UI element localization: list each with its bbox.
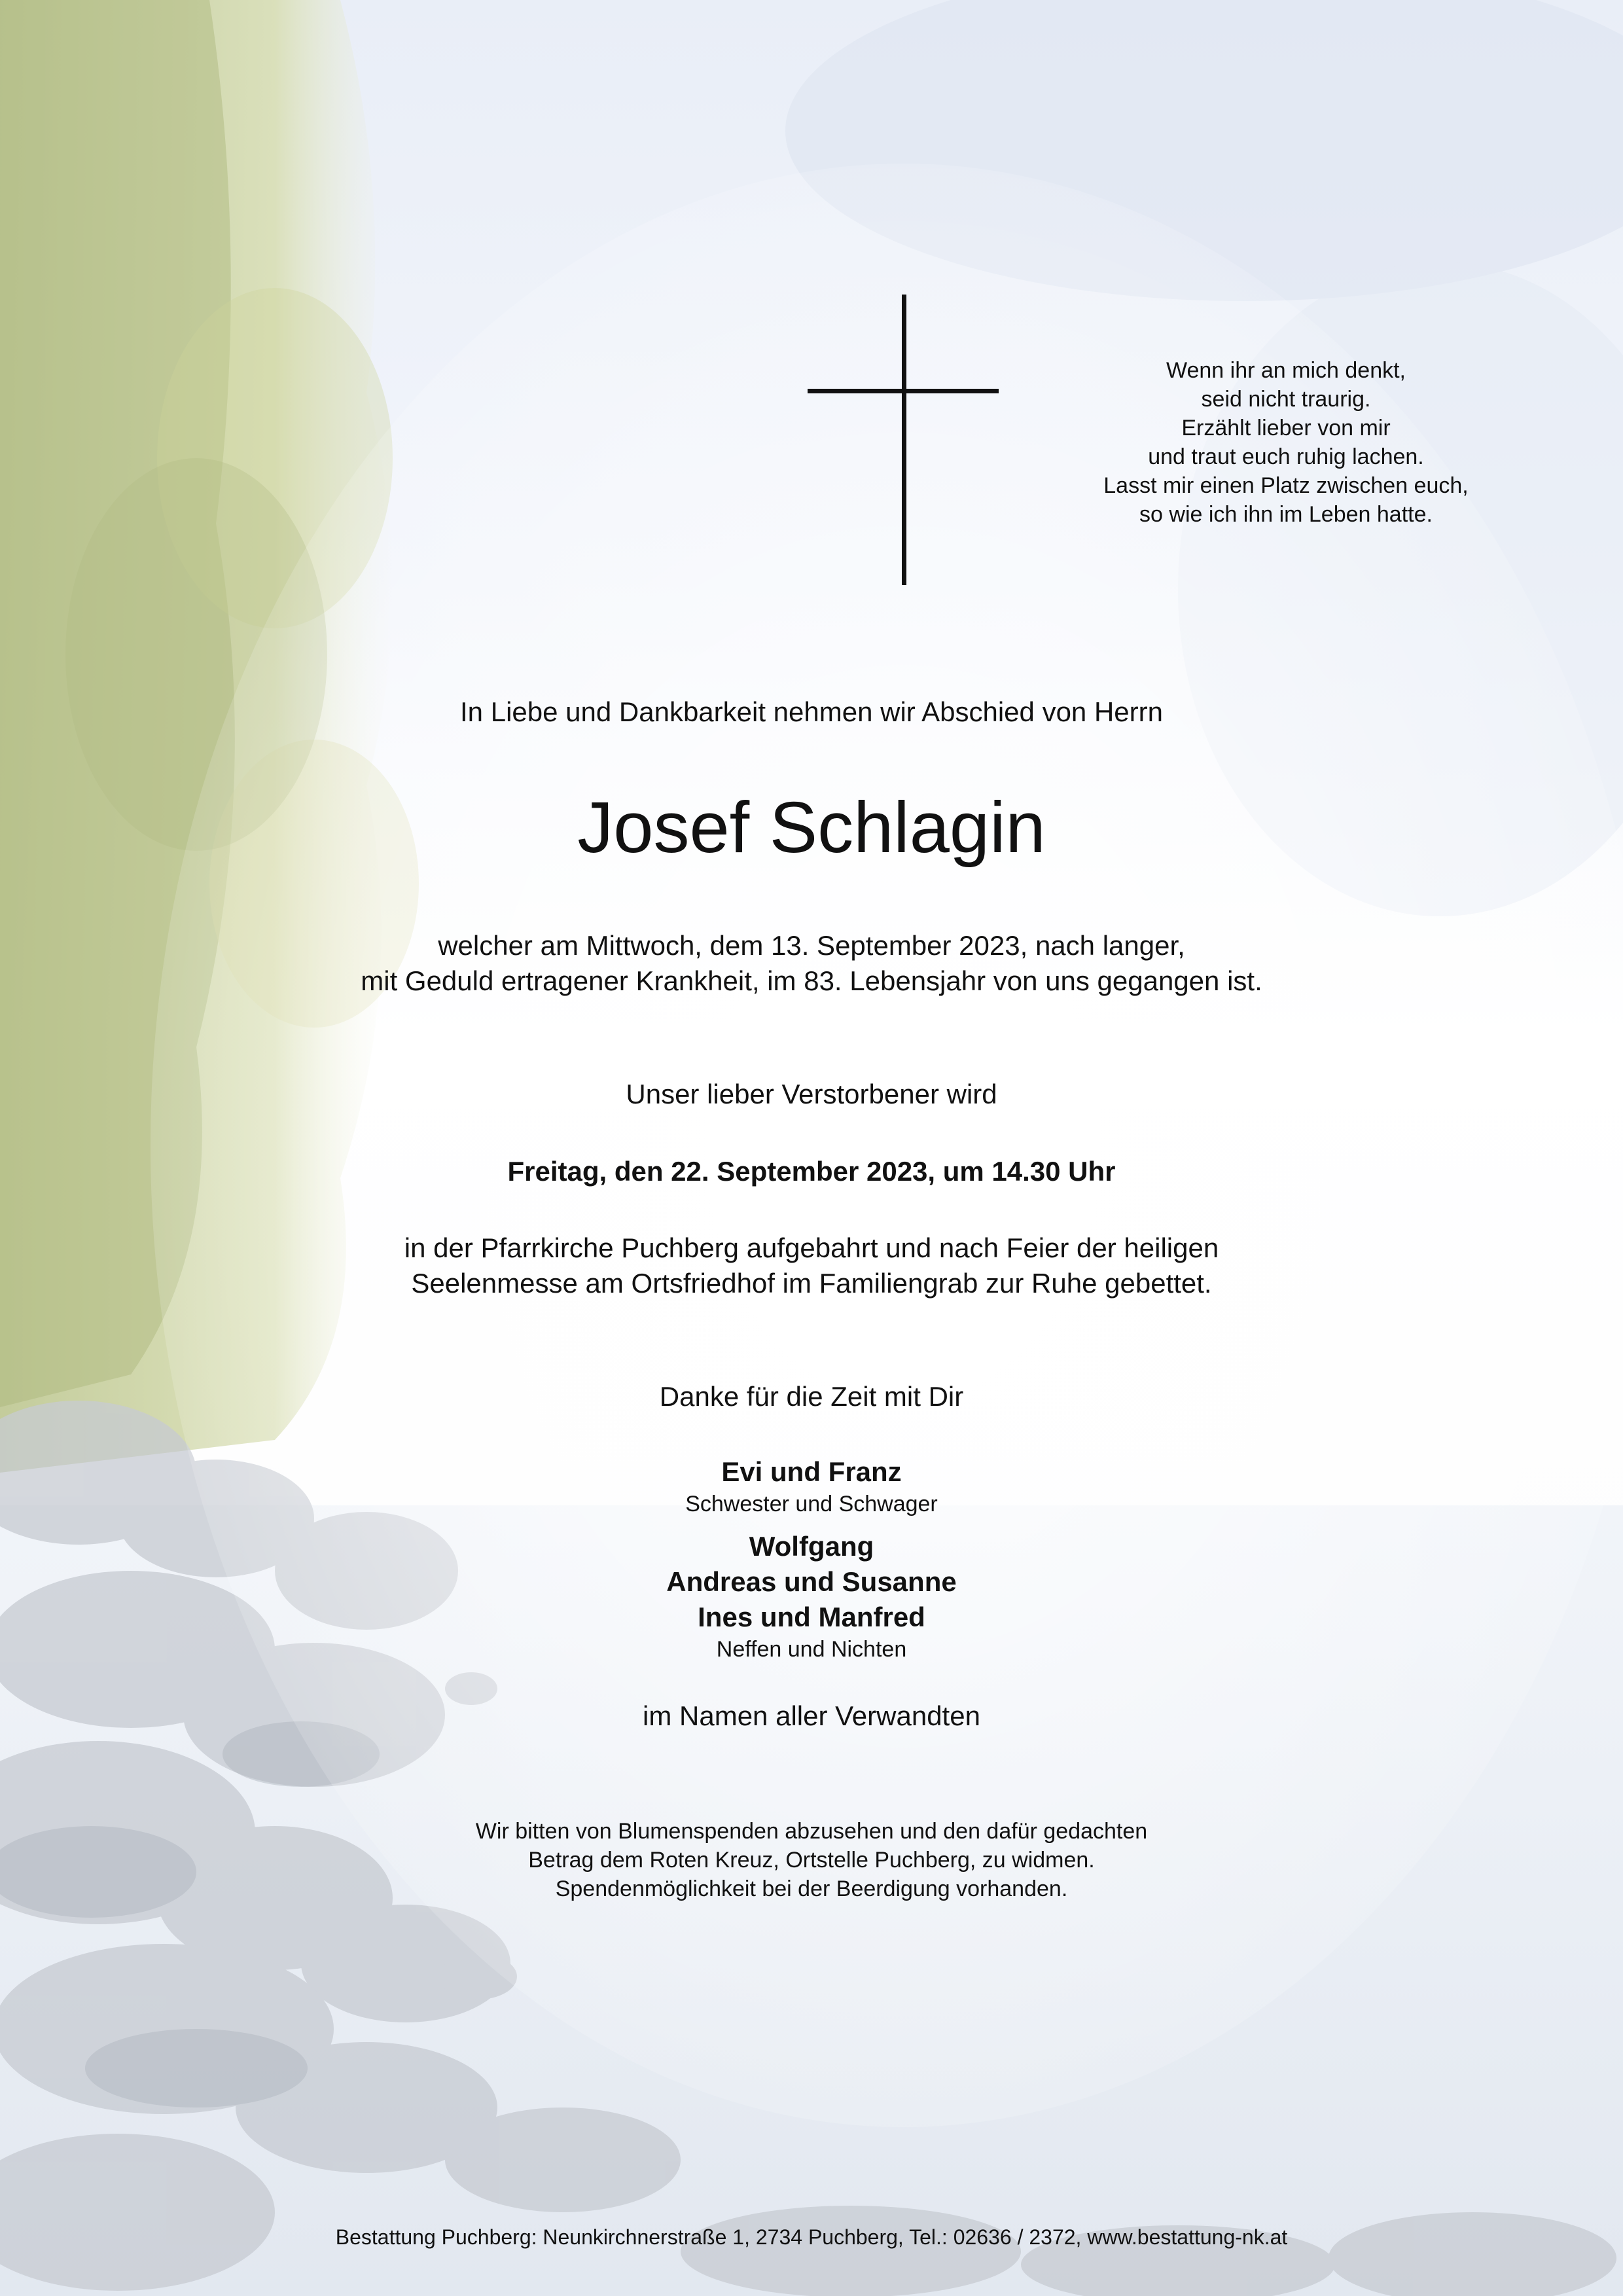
- thanks-line: Danke für die Zeit mit Dir: [659, 1381, 964, 1412]
- funeral-home-footer: Bestattung Puchberg: Neunkirchnerstraße 1, 2734 Puchberg, Tel.: 02636 / 2372, www.bestattung-nk.at: [335, 2225, 1288, 2249]
- burial-date: Freitag, den 22. September 2023, um 14.30 Uhr: [507, 1156, 1116, 1187]
- mourner-name: Evi und Franz: [721, 1456, 902, 1487]
- mourner-relation: Neffen und Nichten: [716, 1637, 907, 1662]
- mourners-list: [0, 1454, 1623, 1664]
- deceased-name: Josef Schlagin: [577, 787, 1046, 868]
- burial-intro: Unser lieber Verstorbener wird: [626, 1079, 997, 1109]
- latin-cross-icon: [808, 295, 999, 585]
- donation-note: Wir bitten von Blumenspenden abzusehen und den dafür gedachten Betrag dem Roten Kreuz, Ortstelle Puchberg, zu widmen. Spendenmöglichkeit bei der Beerdigung vorhanden.: [475, 1819, 1148, 1901]
- burial-text: in der Pfarrkirche Puchberg aufgebahrt und nach Feier der heiligen Seelenmesse am Ortsfriedhof im Familiengrab zur Ruhe gebettet.: [404, 1232, 1219, 1299]
- death-notice-text: welcher am Mittwoch, dem 13. September 2023, nach langer, mit Geduld ertragener Krankheit, im 83. Lebensjahr von uns gegangen ist.: [361, 930, 1262, 996]
- mourner-name: Wolfgang: [749, 1531, 874, 1562]
- mourner-relation: Schwester und Schwager: [685, 1492, 938, 1516]
- mourner-name: Andreas und Susanne: [666, 1566, 957, 1597]
- mourner-name: Ines und Manfred: [698, 1602, 925, 1632]
- relatives-line: im Namen aller Verwandten: [643, 1700, 980, 1731]
- intro-line: In Liebe und Dankbarkeit nehmen wir Abschied von Herrn: [460, 696, 1163, 727]
- memorial-poem: Wenn ihr an mich denkt, seid nicht traurig. Erzählt lieber von mir und traut euch ruhig lachen. Lasst mir einen Platz zwischen euch, so wie ich ihn im Leben hatte.: [1103, 358, 1469, 527]
